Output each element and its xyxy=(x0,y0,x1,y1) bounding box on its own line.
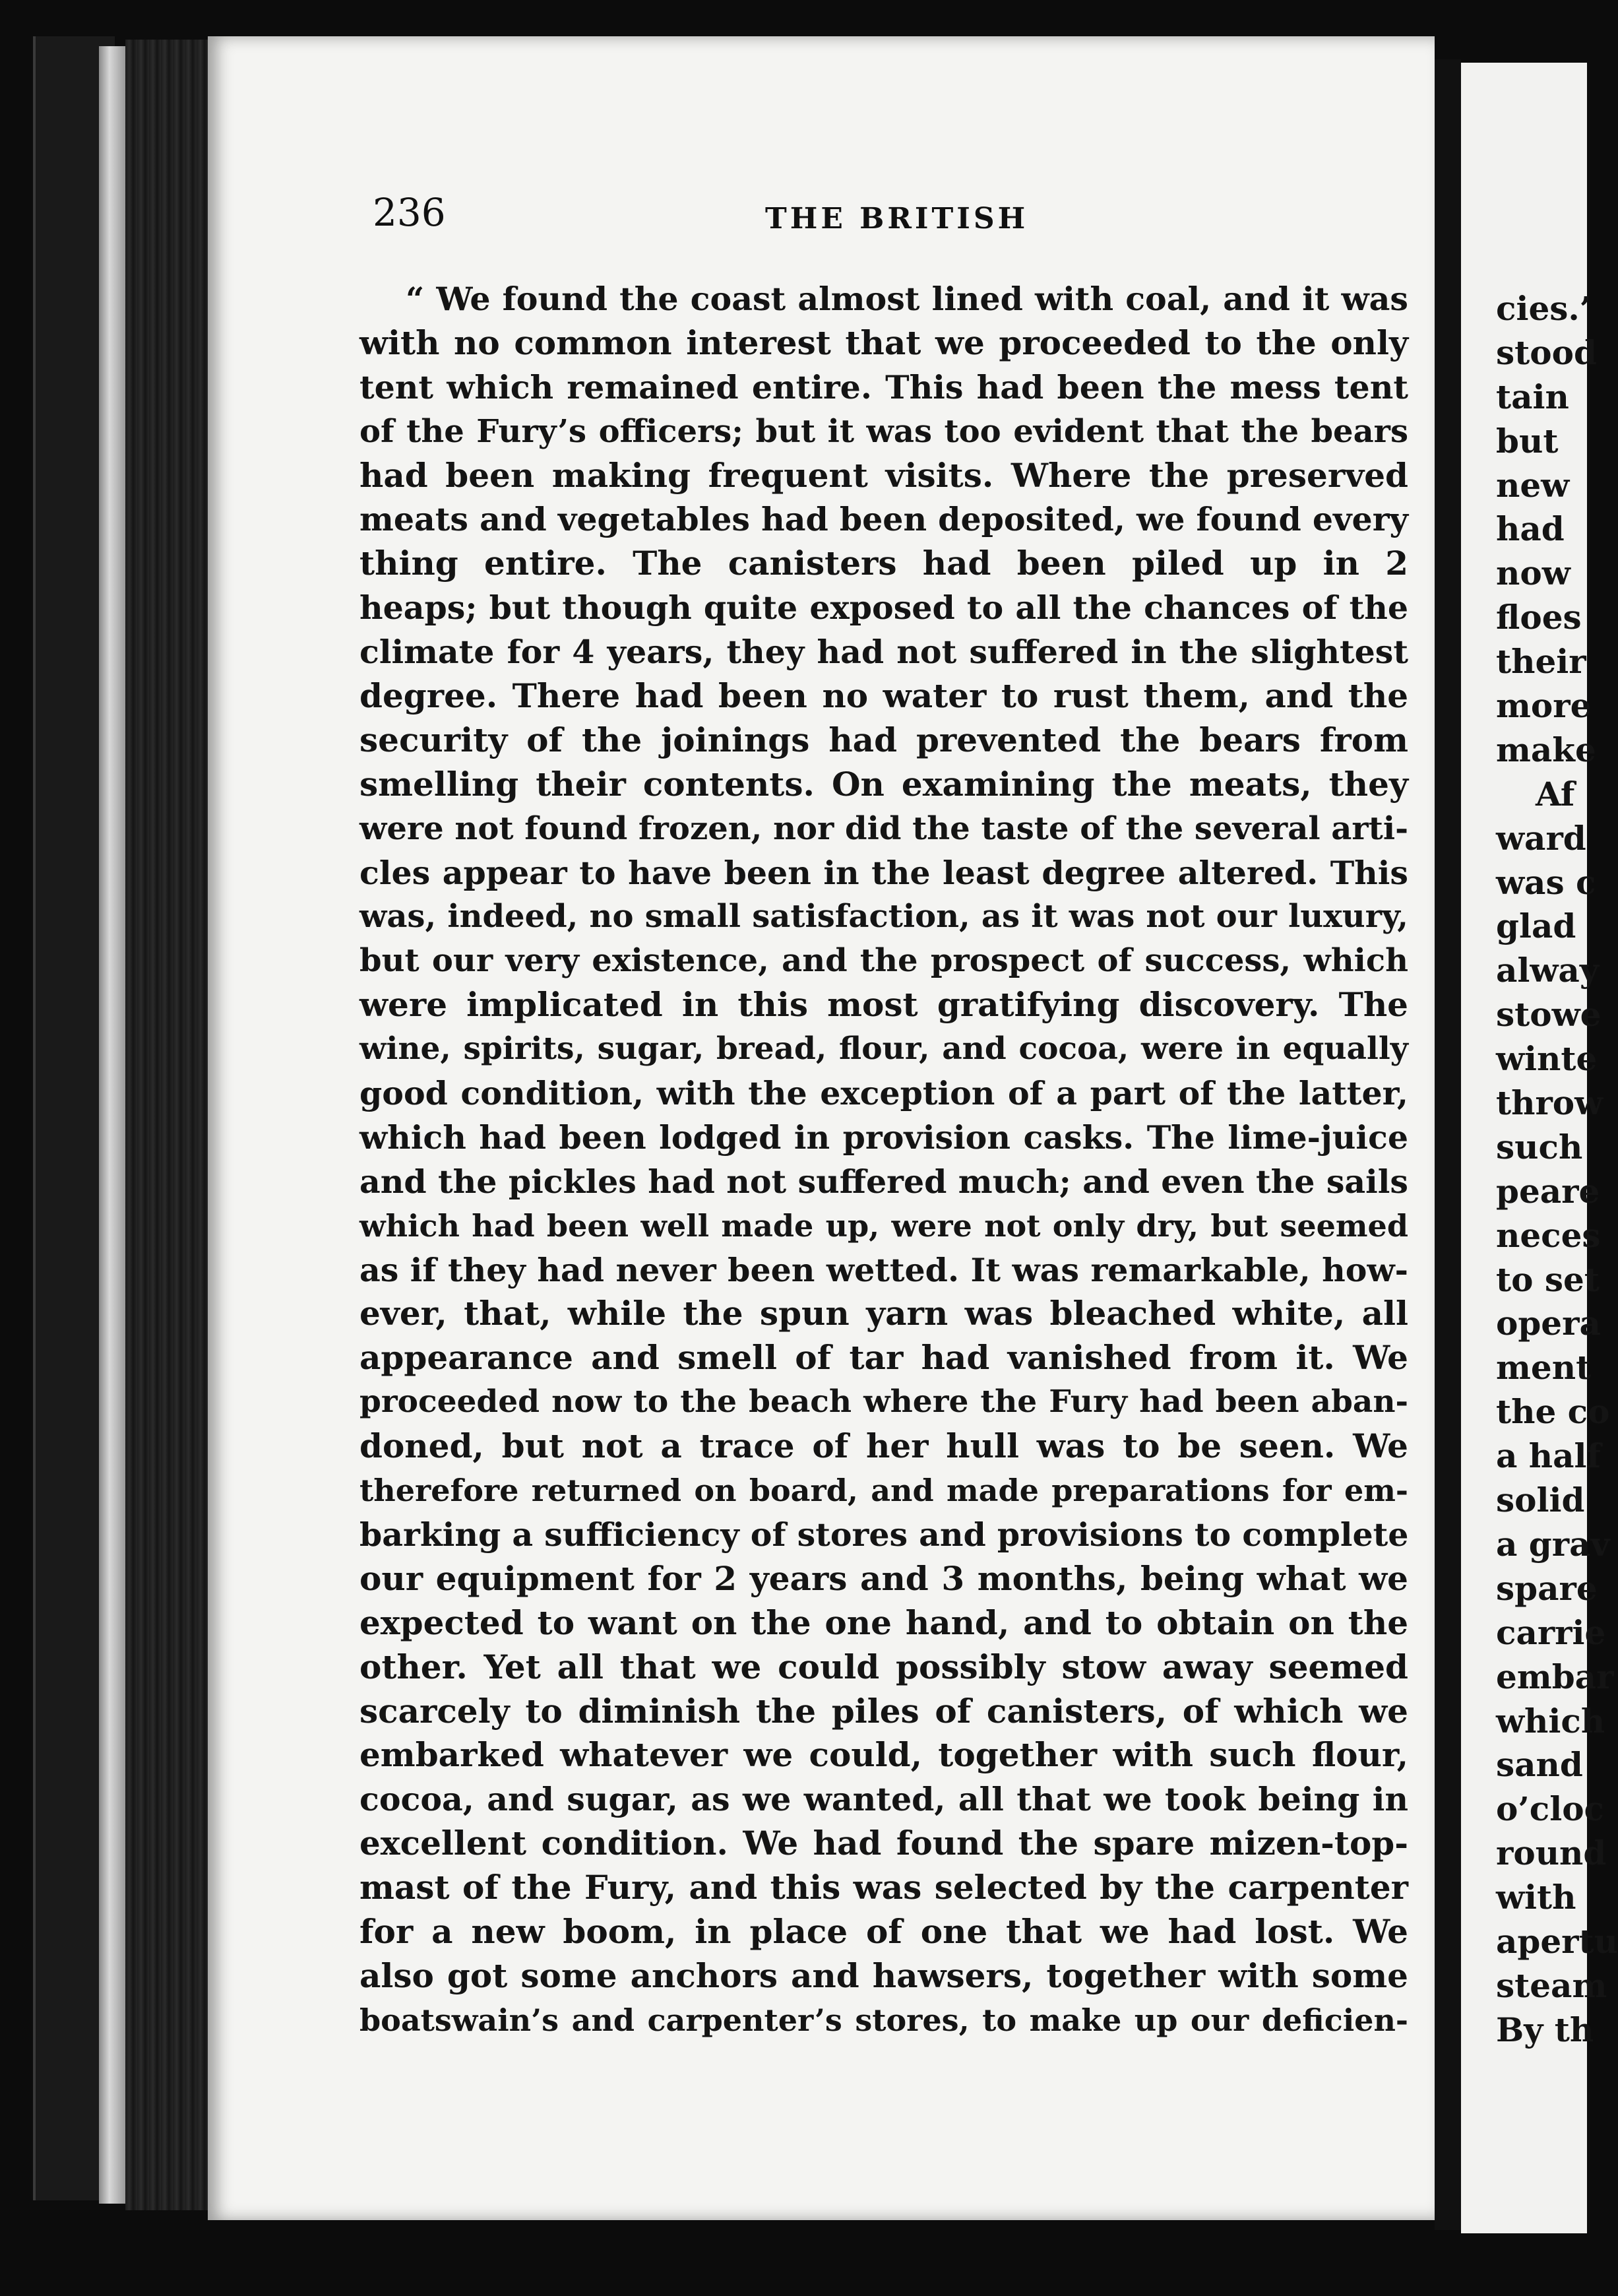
text-line: for a new boom, in place of one that we had lost. We xyxy=(359,1911,1408,1951)
text-line: proceeded now to the beach where the Fury had been aban- xyxy=(359,1384,1408,1420)
text-line: which had been well made up, were not only dry, but seemed xyxy=(359,1207,1408,1244)
text-line: our equipment for 2 years and 3 months, being what we xyxy=(359,1558,1408,1598)
running-head: THE BRITISH xyxy=(765,202,1029,236)
text-line: tent which remained entire. This had been the mess tent xyxy=(359,367,1408,406)
right-text-line: a grav xyxy=(1496,1524,1610,1564)
page-edges xyxy=(99,46,125,2204)
right-text-line: a half xyxy=(1496,1436,1602,1476)
text-line: expected to want on the one hand, and to obtain on the xyxy=(359,1603,1408,1642)
right-text-line: sand xyxy=(1496,1745,1583,1785)
text-line: boatswain’s and carpenter’s stores, to make up our deficien- xyxy=(359,2002,1408,2038)
text-line: “ We found the coast almost lined with coal, and it was xyxy=(406,280,1408,318)
right-text-line: stood xyxy=(1496,333,1597,372)
right-text-line: ment xyxy=(1496,1348,1592,1387)
text-line: smelling their contents. On examining the meats, they xyxy=(359,764,1408,804)
right-page-text xyxy=(1496,287,1618,2053)
right-text-line: which xyxy=(1496,1701,1605,1740)
text-line: but our very existence, and the prospect of success, which xyxy=(359,942,1408,980)
text-line: was, indeed, no small satisfaction, as it was not our luxury, xyxy=(359,898,1408,936)
right-text-line: was c xyxy=(1496,862,1596,902)
text-line: scarcely to diminish the piles of canisters, of which we xyxy=(359,1691,1408,1731)
text-line: therefore returned on board, and made preparations for em- xyxy=(359,1473,1408,1509)
right-text-line: their xyxy=(1496,642,1586,682)
right-text-line: Af xyxy=(1536,774,1575,813)
right-text-line: round xyxy=(1496,1834,1607,1873)
right-text-line: spare xyxy=(1496,1568,1598,1608)
text-line: of the Fury’s officers; but it was too evident that the bears xyxy=(359,412,1408,450)
text-line: embarked whatever we could, together with such flour, xyxy=(359,1735,1408,1775)
text-line: were not found frozen, nor did the taste of the several arti- xyxy=(359,810,1408,847)
right-text-line: to set xyxy=(1496,1260,1600,1299)
text-line: degree. There had been no water to rust them, and the xyxy=(359,676,1408,716)
right-text-line: with xyxy=(1496,1878,1576,1917)
right-text-line: steam xyxy=(1496,1965,1607,2005)
right-text-line: ward xyxy=(1496,818,1586,858)
text-line: were implicated in this most gratifying discovery. The xyxy=(359,985,1408,1025)
right-text-line: cies.’ xyxy=(1496,289,1592,328)
text-line: cocoa, and sugar, as we wanted, all that we took being in xyxy=(359,1780,1408,1819)
text-line: wine, spirits, sugar, bread, flour, and cocoa, were in equally xyxy=(359,1031,1408,1068)
right-text-line: solid xyxy=(1496,1481,1585,1520)
text-line: barking a sufficiency of stores and provisions to complete xyxy=(359,1515,1409,1554)
right-text-line: but xyxy=(1496,421,1559,461)
text-line: good condition, with the exception of a part of the latter, xyxy=(359,1074,1408,1113)
text-line: and the pickles had not suffered much; and even the sails xyxy=(359,1162,1408,1201)
text-line: appearance and smell of tar had vanished from it. We xyxy=(359,1338,1408,1378)
right-text-line: had xyxy=(1496,509,1565,549)
text-line: which had been lodged in provision casks. The lime-juice xyxy=(359,1118,1408,1157)
text-line: doned, but not a trace of her hull was to be seen. We xyxy=(359,1426,1408,1466)
right-text-line: stowe xyxy=(1496,995,1602,1035)
page-gutter xyxy=(1435,59,1461,2230)
text-line: thing entire. The canisters had been piled up in 2 xyxy=(359,544,1408,583)
right-text-line: apertu xyxy=(1496,1921,1618,1961)
text-line: meats and vegetables had been deposited, we found every xyxy=(359,500,1408,539)
page-number: 236 xyxy=(373,190,446,235)
right-text-line: opera xyxy=(1496,1304,1601,1343)
right-text-line: throw xyxy=(1496,1083,1603,1123)
text-line: ever, that, while the spun yarn was bleached white, all xyxy=(359,1294,1408,1333)
text-line: security of the joinings had prevented the bears from xyxy=(359,720,1408,759)
right-text-line: tain xyxy=(1496,377,1569,416)
text-line: also got some anchors and hawsers, together with some xyxy=(359,1956,1408,1995)
right-text-line: the co xyxy=(1496,1392,1610,1432)
text-line: mast of the Fury, and this was selected by the carpenter xyxy=(359,1868,1408,1907)
text-line: cles appear to have been in the least degree altered. This xyxy=(359,853,1408,892)
right-text-line: neces xyxy=(1496,1215,1601,1255)
right-text-line: glad xyxy=(1496,907,1576,946)
right-text-line: o’cloc xyxy=(1496,1789,1604,1829)
right-text-line: carrie xyxy=(1496,1612,1606,1652)
text-line: with no common interest that we proceeded to the only xyxy=(359,323,1408,362)
text-line: had been making frequent visits. Where the preserved xyxy=(359,455,1408,495)
right-text-line: more xyxy=(1496,686,1592,726)
right-text-line: now xyxy=(1496,554,1571,593)
right-text-line: make xyxy=(1496,730,1596,769)
book-binding xyxy=(125,40,211,2210)
right-text-line: By th xyxy=(1496,2010,1594,2049)
text-line: as if they had never been wetted. It was remarkable, how- xyxy=(359,1250,1408,1289)
right-text-line: winte xyxy=(1496,1039,1598,1079)
right-text-line: alway xyxy=(1496,951,1599,990)
right-text-line: peare xyxy=(1496,1171,1600,1211)
text-line: climate for 4 years, they had not suffered in the slightest xyxy=(359,633,1408,672)
right-text-line: embar xyxy=(1496,1657,1614,1696)
right-text-line: floes xyxy=(1496,598,1582,637)
body-text xyxy=(359,277,1408,2043)
right-text-line: such xyxy=(1496,1127,1583,1166)
text-line: excellent condition. We had found the spare mizen-top- xyxy=(359,1824,1408,1863)
right-text-line: new xyxy=(1496,465,1570,505)
text-line: other. Yet all that we could possibly stow away seemed xyxy=(359,1647,1408,1686)
text-line: heaps; but though quite exposed to all the chances of the xyxy=(359,589,1408,627)
